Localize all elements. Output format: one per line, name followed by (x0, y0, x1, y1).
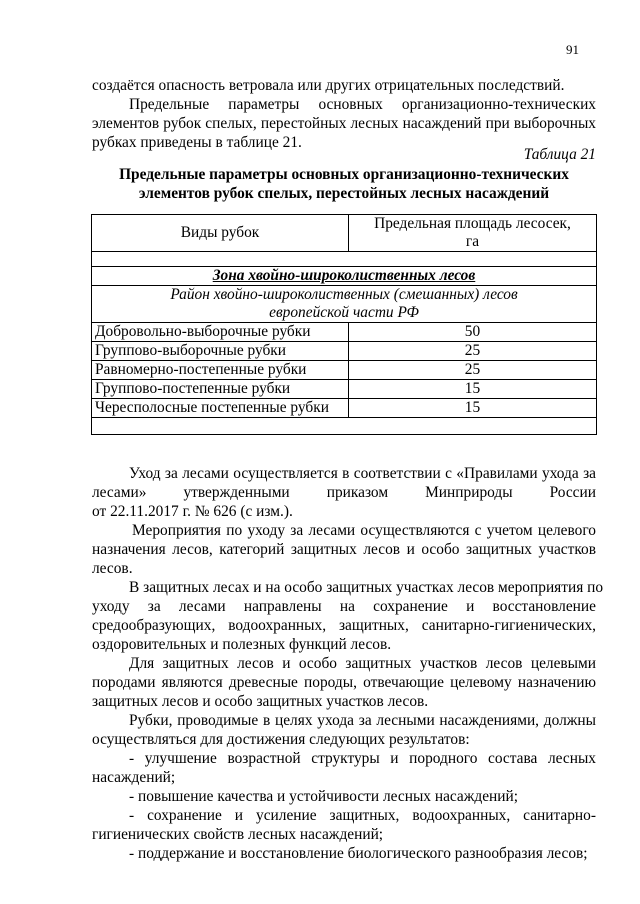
body-text (92, 464, 604, 863)
table-zone-row (92, 267, 597, 286)
intro-para2-line-3: рубках приведены в таблице 21. (92, 134, 302, 151)
row-name: Групповo-выборочные рубки (92, 342, 349, 361)
intro-line-1: создаётся опасность ветровала или других отрицательных последствий. (92, 77, 565, 94)
header-max-area-line-2: га (465, 233, 480, 250)
bullet-4: - поддержание и восстановление биологического разнообразия лесов; (129, 845, 588, 862)
table-empty-row (92, 252, 597, 267)
p3-line-3: средообразующих, водоохранных, защитных, санитарно-гигиенических, (92, 617, 596, 634)
table-header-row (92, 215, 597, 252)
bullet-3-line-2: гигиенических свойств лесных насаждений; (92, 826, 384, 843)
p3-line-4: оздоровительных и полезных функций лесов. (92, 636, 392, 653)
p5-line-1: Рубки, проводимые в целях ухода за лесными насаждениями, должны (129, 712, 596, 729)
p4-line-3: защитных лесов и особо защитных участков лесов. (92, 693, 429, 710)
table-empty-row (92, 418, 597, 435)
p5-line-2: осуществляться для достижения следующих результатов: (92, 731, 470, 748)
intro-text (92, 76, 596, 152)
intro-para2-line-1: Предельные параметры основных организационно-технических (129, 96, 596, 113)
region-line-1: Район хвойно-широколиственных (смешанных) лесов (170, 286, 518, 303)
bullet-3-line-1: - сохранение и усиление защитных, водоохранных, санитарно- (129, 807, 596, 824)
table-title-line-1: Предельные параметры основных организационно-технических (119, 166, 569, 183)
table-row (92, 380, 597, 399)
region-line-2: европейской части РФ (269, 304, 419, 321)
table-row (92, 323, 597, 342)
row-name: Чересполосные постепенные рубки (92, 399, 349, 418)
p3-line-1: В защитных лесах и на особо защитных участках лесов мероприятия по (129, 579, 604, 596)
header-max-area-line-1: Предельная площадь лесосек, (374, 215, 571, 232)
p2-line-1: Мероприятия по уходу за лесами осуществляются с учетом целевого (132, 522, 596, 539)
row-name: Добровольно-выборочные рубки (92, 323, 349, 342)
empty-cell (92, 418, 597, 435)
row-value: 25 (349, 342, 597, 361)
p4-line-2: породами являются древесные породы, отвечающие целевому назначению (92, 674, 596, 691)
header-cut-types: Виды рубок (92, 215, 349, 252)
page-number: 91 (566, 42, 579, 57)
intro-para2-line-2: элементов рубок спелых, перестойных лесных насаждений при выборочных (92, 115, 596, 132)
limits-table (91, 214, 597, 435)
region-title (92, 286, 597, 323)
row-value: 15 (349, 380, 597, 399)
table-row (92, 361, 597, 380)
zone-title: Зона хвойно-широколиственных лесов (92, 267, 597, 286)
p1-line-3: от 22.11.2017 г. № 626 (с изм.). (92, 503, 293, 520)
empty-cell (92, 252, 597, 267)
row-value: 15 (349, 399, 597, 418)
p4-line-1: Для защитных лесов и особо защитных участков лесов целевыми (129, 655, 596, 672)
table-row (92, 399, 597, 418)
header-max-area (349, 215, 597, 252)
bullet-1-line-1: - улучшение возрастной структуры и породного состава лесных (129, 750, 596, 767)
table-title (92, 165, 596, 203)
p2-line-3: лесов. (92, 560, 133, 577)
p1-line-2: лесами» утвержденными приказом Минприроды России (92, 484, 596, 501)
row-value: 50 (349, 323, 597, 342)
p1-line-1: Уход за лесами осуществляется в соответствии с «Правилами ухода за (129, 465, 596, 482)
bullet-2: - повышение качества и устойчивости лесных насаждений; (129, 788, 519, 805)
p2-line-2: назначения лесов, категорий защитных лесов и особо защитных участков (92, 541, 596, 558)
table-row (92, 342, 597, 361)
table-title-line-2: элементов рубок спелых, перестойных лесных насаждений (138, 185, 550, 202)
table-caption: Таблица 21 (523, 146, 596, 163)
row-name: Равномерно-постепенные рубки (92, 361, 349, 380)
table-region-row (92, 286, 597, 323)
row-name: Групповo-постепенные рубки (92, 380, 349, 399)
row-value: 25 (349, 361, 597, 380)
bullet-1-line-2: насаждений; (92, 769, 176, 786)
p3-line-2: уходу за лесами направлены на сохранение и восстановление (92, 598, 596, 615)
